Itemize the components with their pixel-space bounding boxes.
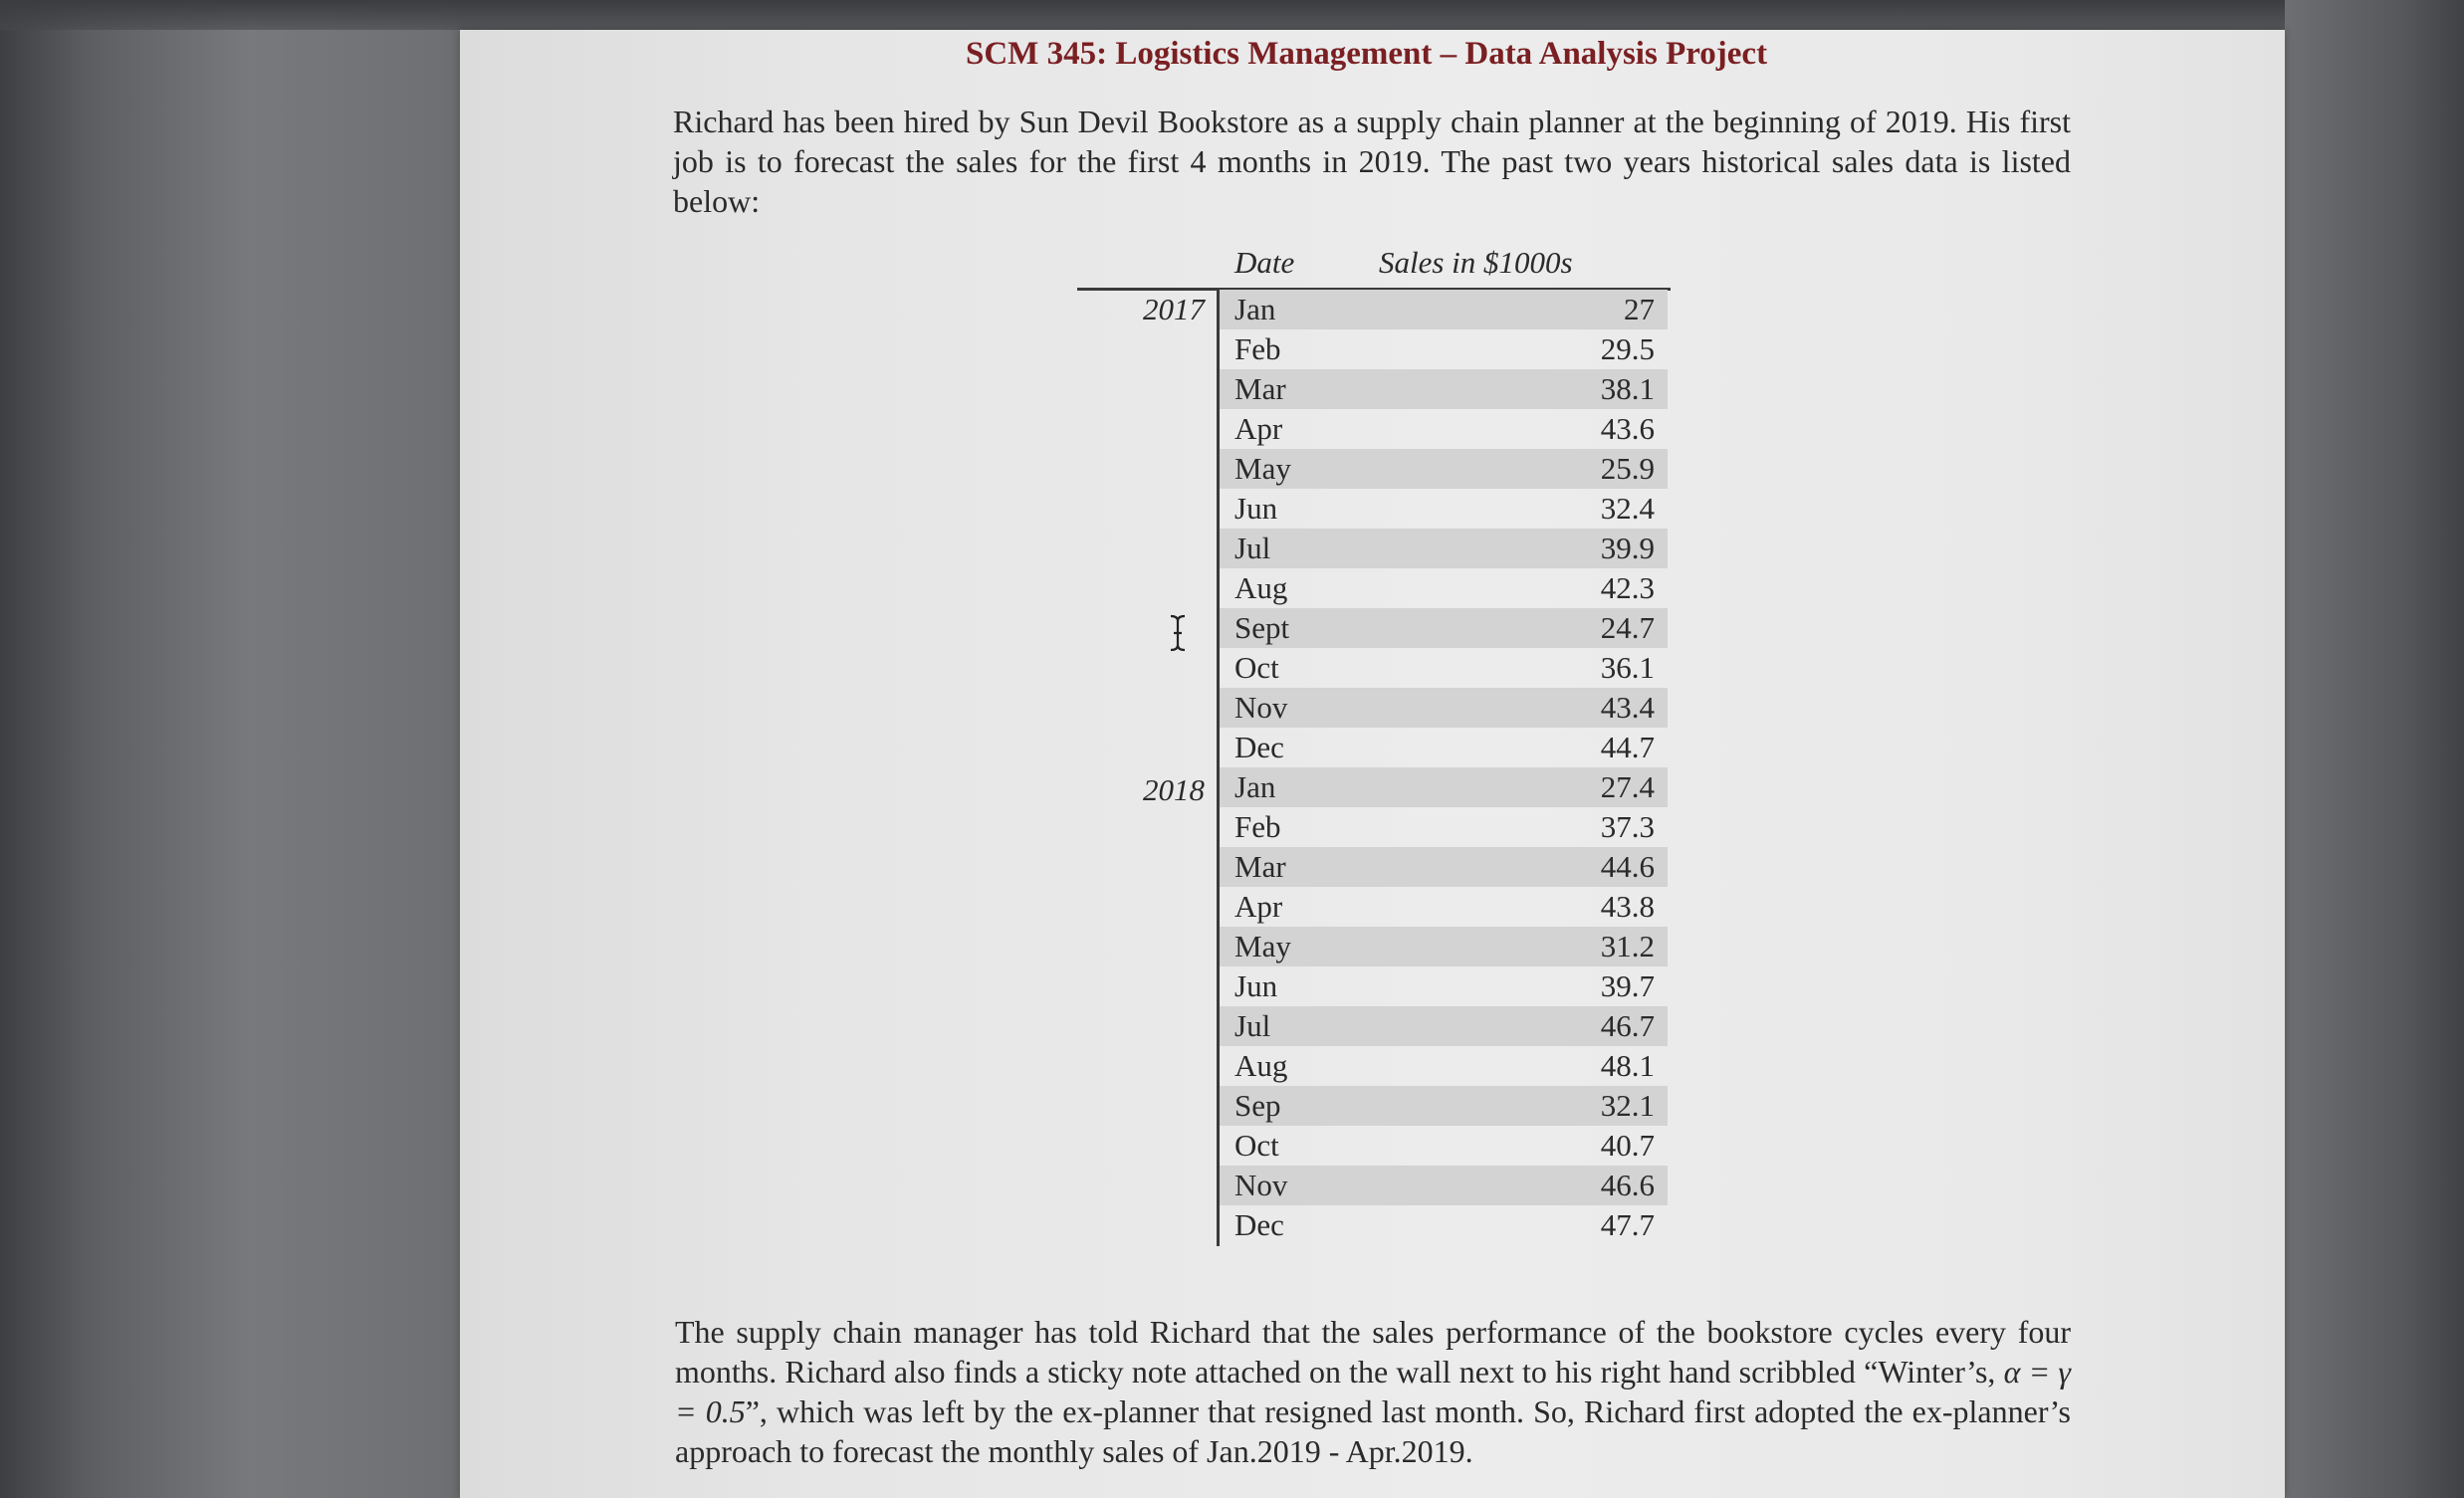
month-cell: Feb bbox=[1234, 809, 1281, 844]
table-row bbox=[1220, 568, 1668, 608]
month-cell: Apr bbox=[1234, 889, 1283, 924]
sales-column-header: Sales in $1000s bbox=[1379, 245, 1573, 280]
table-row bbox=[1220, 1046, 1668, 1086]
sales-value-cell: 46.7 bbox=[1600, 1008, 1655, 1043]
sales-value-cell: 48.1 bbox=[1600, 1048, 1655, 1083]
right-background bbox=[2285, 0, 2464, 1498]
table-row bbox=[1220, 648, 1668, 688]
table-row bbox=[1220, 966, 1668, 1006]
closing-text-part2: ”, which was left by the ex-planner that resigned last month. So, Richard first adopted the ex-planner’s approach to forecast the monthly sales of Jan.2019 - Apr.2019. bbox=[675, 1393, 2072, 1469]
month-cell: Oct bbox=[1234, 650, 1279, 685]
sales-value-cell: 32.1 bbox=[1600, 1088, 1655, 1123]
table-row bbox=[1220, 489, 1668, 529]
sales-value-cell: 25.9 bbox=[1600, 451, 1655, 486]
sales-value-cell: 39.7 bbox=[1600, 968, 1655, 1003]
sales-value-cell: 27 bbox=[1624, 292, 1655, 326]
table-row bbox=[1220, 369, 1668, 409]
month-cell: Dec bbox=[1234, 1207, 1284, 1242]
sales-value-cell: 47.7 bbox=[1600, 1207, 1655, 1242]
table-row bbox=[1220, 1126, 1668, 1166]
month-cell: Feb bbox=[1234, 331, 1281, 366]
table-row bbox=[1220, 449, 1668, 489]
document-title: SCM 345: Logistics Management – Data Analysis Project bbox=[966, 36, 1768, 72]
month-cell: Aug bbox=[1234, 1048, 1288, 1083]
month-cell: Jan bbox=[1234, 769, 1276, 804]
date-column-header: Date bbox=[1234, 245, 1295, 280]
table-row bbox=[1220, 927, 1668, 966]
month-cell: Mar bbox=[1234, 371, 1286, 406]
table-row bbox=[1220, 409, 1668, 449]
table-row bbox=[1220, 807, 1668, 847]
table-row bbox=[1220, 1166, 1668, 1205]
smoothing-parameters: α = γ = 0.5 bbox=[675, 1354, 2072, 1429]
sales-value-cell: 31.2 bbox=[1600, 929, 1655, 963]
sales-value-cell: 44.6 bbox=[1600, 849, 1655, 884]
month-cell: May bbox=[1234, 929, 1291, 963]
month-cell: Mar bbox=[1234, 849, 1286, 884]
month-cell: Jul bbox=[1234, 1008, 1271, 1043]
sales-value-cell: 42.3 bbox=[1600, 570, 1655, 605]
table-row bbox=[1220, 767, 1668, 807]
closing-paragraph bbox=[675, 1312, 2071, 1471]
sales-value-cell: 43.6 bbox=[1600, 411, 1655, 446]
top-shadow bbox=[0, 0, 2464, 30]
intro-paragraph: Richard has been hired by Sun Devil Bookstore as a supply chain planner at the beginning of 2019. His first job is to forecast the sales for the first 4 months in 2019. The past two years historical sales data is listed below: bbox=[673, 104, 2071, 219]
table-row bbox=[1220, 887, 1668, 927]
sales-value-cell: 46.6 bbox=[1600, 1168, 1655, 1202]
sales-value-cell: 37.3 bbox=[1600, 809, 1655, 844]
table-row bbox=[1220, 290, 1668, 329]
month-cell: Sept bbox=[1234, 610, 1290, 645]
text-cursor-icon bbox=[1167, 613, 1189, 653]
table-row bbox=[1220, 1006, 1668, 1046]
table-row bbox=[1220, 529, 1668, 568]
sales-value-cell: 39.9 bbox=[1600, 531, 1655, 565]
month-cell: Oct bbox=[1234, 1128, 1279, 1163]
month-cell: May bbox=[1234, 451, 1291, 486]
month-cell: Jan bbox=[1234, 292, 1276, 326]
month-cell: Sep bbox=[1234, 1088, 1281, 1123]
sales-value-cell: 43.4 bbox=[1600, 690, 1655, 725]
month-cell: Jun bbox=[1234, 968, 1278, 1003]
sales-value-cell: 36.1 bbox=[1600, 650, 1655, 685]
sales-value-cell: 32.4 bbox=[1600, 491, 1655, 526]
month-cell: Jun bbox=[1234, 491, 1278, 526]
month-cell: Dec bbox=[1234, 730, 1284, 764]
month-cell: Nov bbox=[1234, 1168, 1288, 1202]
sales-value-cell: 29.5 bbox=[1600, 331, 1655, 366]
month-cell: Jul bbox=[1234, 531, 1271, 565]
table-row bbox=[1220, 688, 1668, 728]
sales-value-cell: 40.7 bbox=[1600, 1128, 1655, 1163]
table-row bbox=[1220, 1205, 1668, 1245]
year-label-2018: 2018 bbox=[1143, 772, 1205, 807]
sales-value-cell: 44.7 bbox=[1600, 730, 1655, 764]
sales-value-cell: 38.1 bbox=[1600, 371, 1655, 406]
table-row bbox=[1220, 847, 1668, 887]
table-row bbox=[1220, 329, 1668, 369]
table-row bbox=[1220, 1086, 1668, 1126]
table-row bbox=[1220, 728, 1668, 767]
sales-table bbox=[1220, 290, 1668, 1245]
year-label-2017: 2017 bbox=[1143, 292, 1205, 326]
closing-text-part1: The supply chain manager has told Richard that the sales performance of the bookstore cycles every four months. Richard also finds a sticky note attached on the wall next to his right hand scribbled “Winter’s, bbox=[675, 1314, 2071, 1390]
sales-value-cell: 27.4 bbox=[1600, 769, 1655, 804]
month-cell: Apr bbox=[1234, 411, 1283, 446]
month-cell: Nov bbox=[1234, 690, 1288, 725]
month-cell: Aug bbox=[1234, 570, 1288, 605]
sales-value-cell: 24.7 bbox=[1600, 610, 1655, 645]
table-row bbox=[1220, 608, 1668, 648]
sales-value-cell: 43.8 bbox=[1600, 889, 1655, 924]
